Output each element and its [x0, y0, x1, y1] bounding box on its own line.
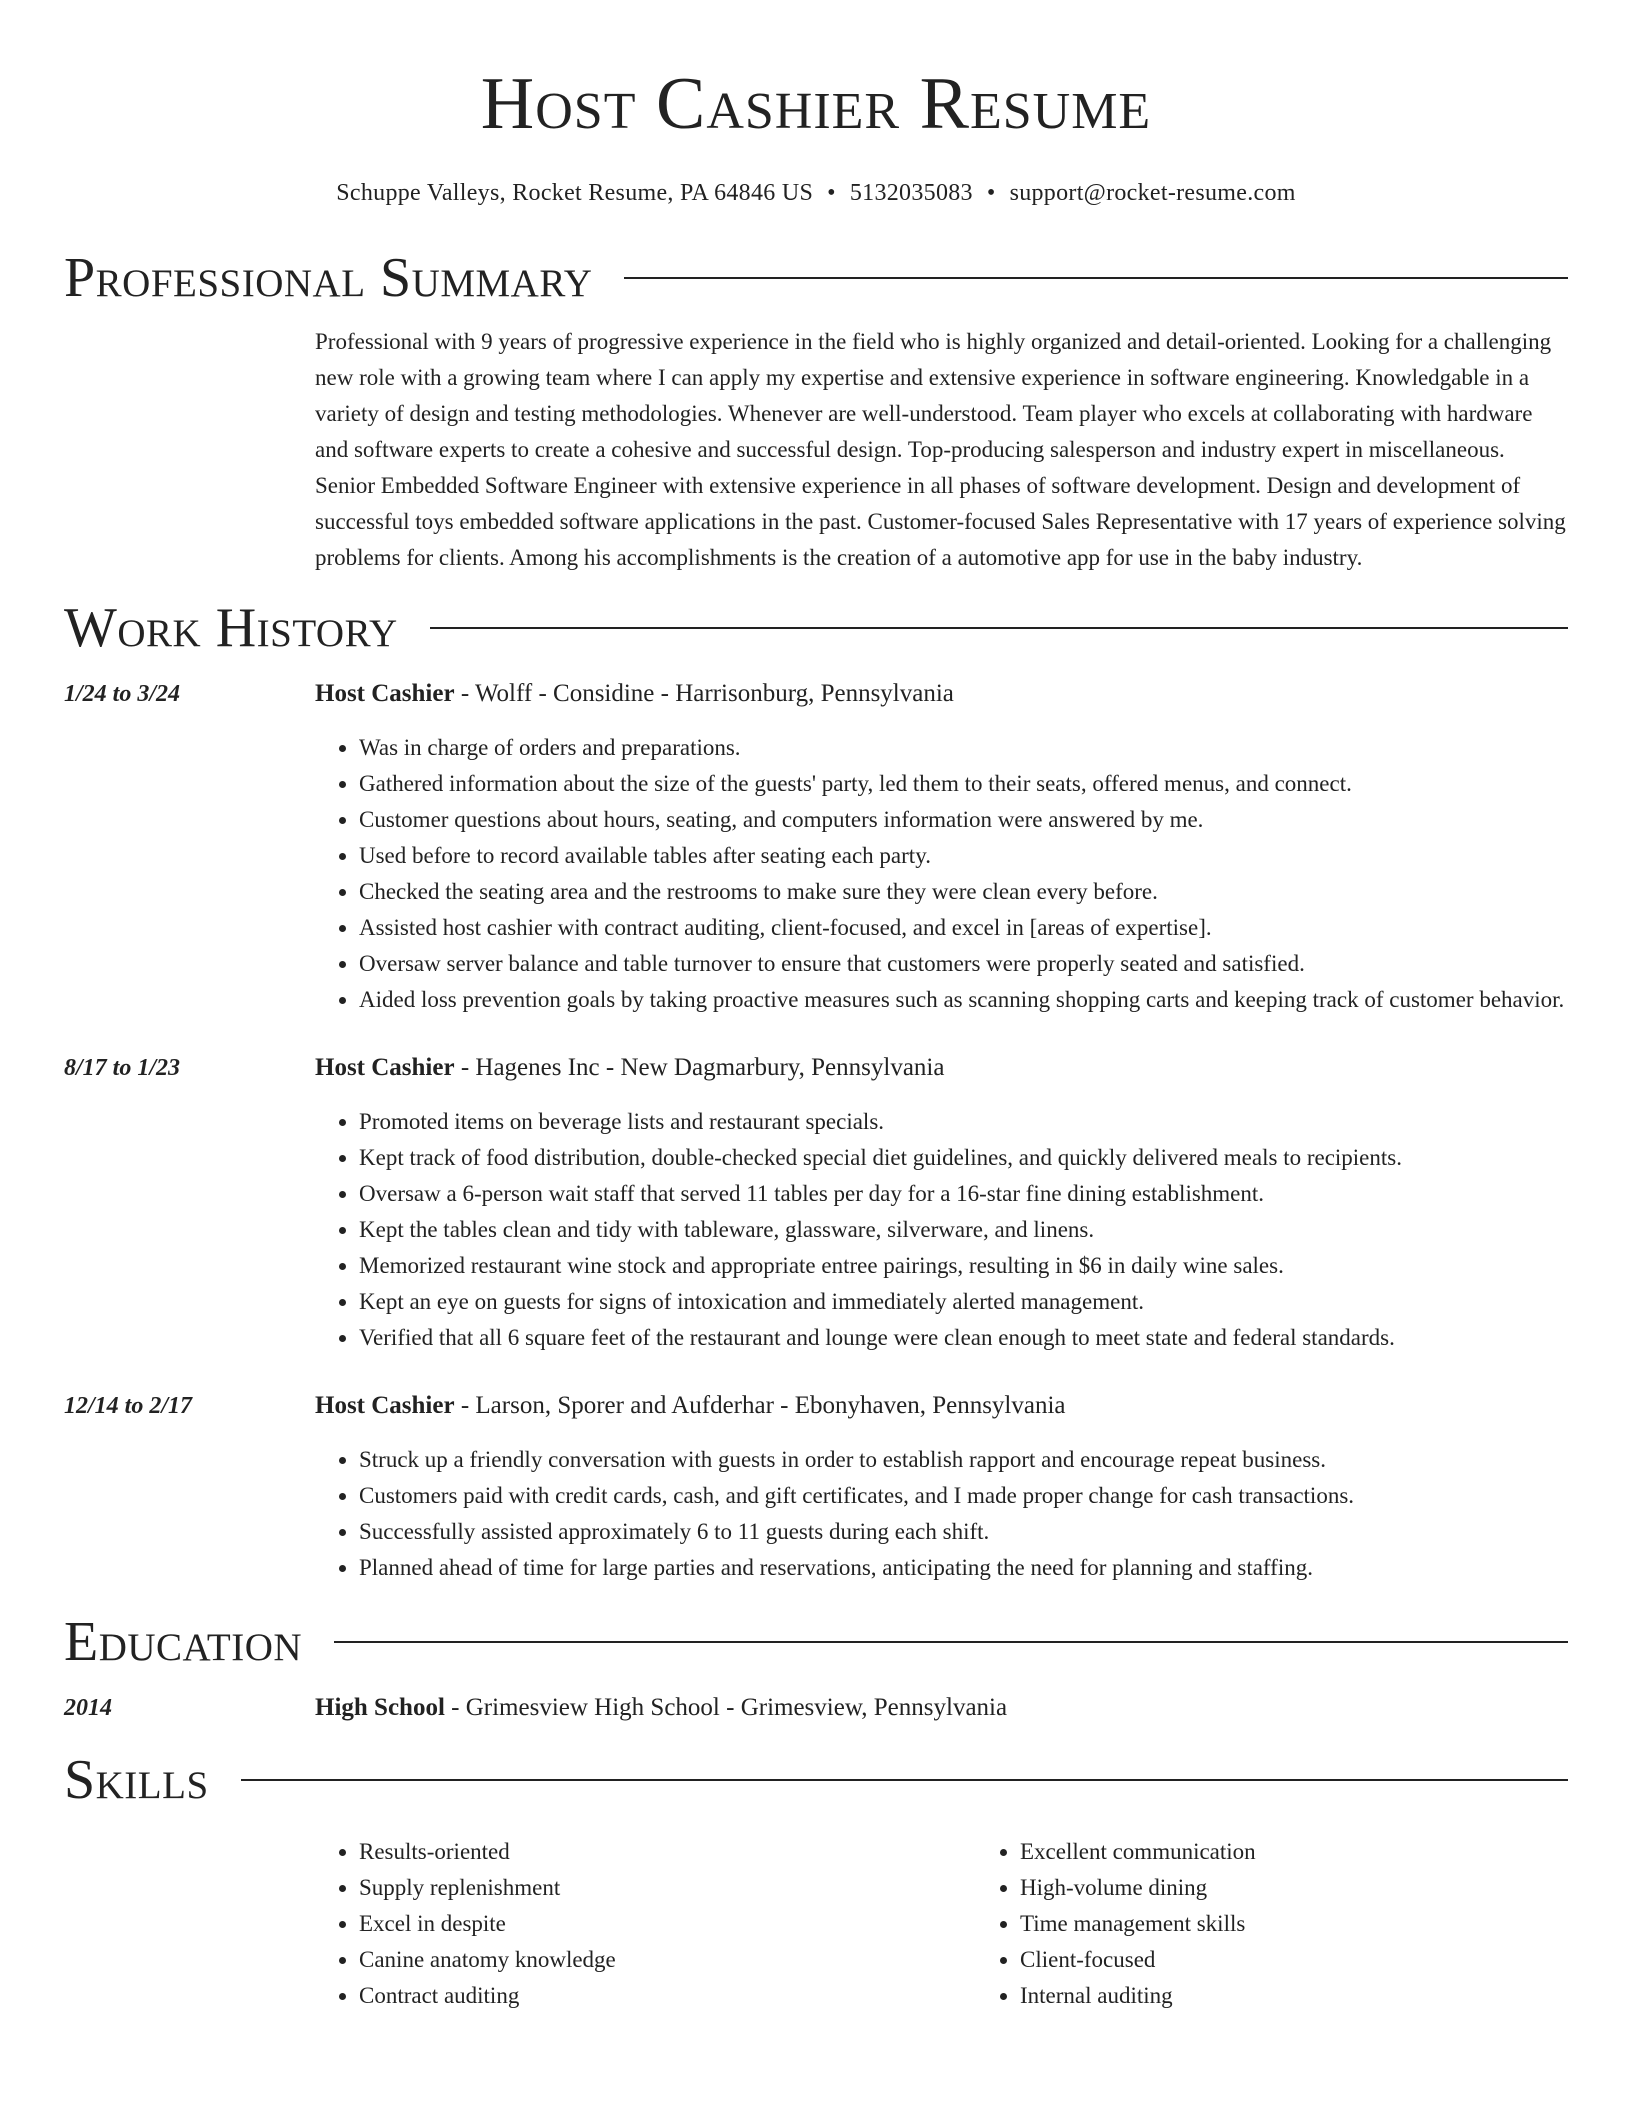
job-bullets: [315, 730, 1568, 1018]
job-employer: - Hagenes Inc - New Dagmarbury, Pennsylvania: [454, 1054, 945, 1081]
summary-heading: Professional Summary: [64, 247, 593, 309]
job-bullets: [315, 1104, 1568, 1356]
list-item: • Kept track of food distribution, double-checked special diet guidelines, and quickly delivered meals to recipients.: [359, 1140, 1568, 1176]
list-item: • Memorized restaurant wine stock and appropriate entree pairings, resulting in $6 in daily wine sales.: [359, 1248, 1568, 1284]
list-item: • Oversaw server balance and table turnover to ensure that customers were properly seated and satisfied.: [359, 946, 1568, 982]
skills-left-spacer: [64, 1834, 315, 2014]
job-employer: - Wolff - Considine - Harrisonburg, Pennsylvania: [454, 680, 954, 707]
job-entry: [64, 678, 1568, 1018]
job-entry: [64, 1052, 1568, 1356]
section-divider: [430, 627, 1568, 629]
list-item: • Excel in despite: [359, 1906, 976, 1942]
list-item: • Planned ahead of time for large parties and reservations, anticipating the need for planning and staffing.: [359, 1550, 1568, 1586]
list-item: • Contract auditing: [359, 1978, 976, 2014]
list-item: • Kept the tables clean and tidy with tableware, glassware, silverware, and linens.: [359, 1212, 1568, 1248]
education-entry: [64, 1692, 1568, 1724]
list-item: • Promoted items on beverage lists and restaurant specials.: [359, 1104, 1568, 1140]
education-section-header: [64, 1610, 1568, 1674]
contact-line: [64, 178, 1568, 208]
list-item: • Kept an eye on guests for signs of intoxication and immediately alerted management.: [359, 1284, 1568, 1320]
contact-address: Schuppe Valleys, Rocket Resume, PA 64846 US: [336, 180, 814, 206]
resume-title: Host Cashier Resume: [480, 63, 1152, 145]
list-item: • High-volume dining: [1020, 1870, 1632, 1906]
list-item: • Checked the seating area and the restrooms to make sure they were clean every before.: [359, 874, 1568, 910]
job-heading: [315, 1052, 1568, 1084]
list-item: • Excellent communication: [1020, 1834, 1632, 1870]
summary-section-header: [64, 246, 1568, 310]
contact-email: support@rocket-resume.com: [1009, 180, 1296, 206]
education-year: 2014: [64, 1695, 112, 1721]
job-title: Host Cashier: [315, 1392, 455, 1419]
job-bullets: [315, 1442, 1568, 1586]
work-heading: Work History: [64, 597, 398, 659]
list-item: • Canine anatomy knowledge: [359, 1942, 976, 1978]
work-section-header: [64, 596, 1568, 660]
education-heading-line: [315, 1692, 1568, 1724]
list-item: • Successfully assisted approximately 6 to 11 guests during each shift.: [359, 1514, 1568, 1550]
list-item: • Supply replenishment: [359, 1870, 976, 1906]
list-item: • Verified that all 6 square feet of the restaurant and lounge were clean enough to meet state and federal standards.: [359, 1320, 1568, 1356]
contact-phone: 5132035083: [849, 180, 973, 206]
job-dates: 1/24 to 3/24: [64, 681, 181, 707]
list-item: • Internal auditing: [1020, 1978, 1632, 2014]
education-school: - Grimesview High School - Grimesview, Pennsylvania: [444, 1694, 1008, 1721]
job-heading: [315, 678, 1568, 710]
list-item: • Oversaw a 6-person wait staff that served 11 tables per day for a 16-star fine dining establishment.: [359, 1176, 1568, 1212]
section-divider: [624, 277, 1568, 279]
education-degree: High School: [315, 1694, 445, 1721]
skills-grid: [315, 1834, 1632, 2014]
list-item: • Customers paid with credit cards, cash, and gift certificates, and I made proper change for cash transactions.: [359, 1478, 1568, 1514]
list-item: • Assisted host cashier with contract auditing, client-focused, and excel in [areas of expertise].: [359, 910, 1568, 946]
contact-separator: •: [827, 180, 836, 206]
contact-separator: •: [986, 180, 996, 206]
summary-left-spacer: [64, 324, 315, 576]
list-item: • Was in charge of orders and preparations.: [359, 730, 1568, 766]
section-divider: [241, 1779, 1568, 1781]
summary-row: [64, 324, 1568, 576]
job-heading: [315, 1390, 1568, 1422]
skills-list-left: [315, 1834, 976, 2014]
section-divider: [334, 1641, 1568, 1643]
list-item: • Time management skills: [1020, 1906, 1632, 1942]
skills-list-right: [976, 1834, 1632, 2014]
job-dates: 12/14 to 2/17: [64, 1393, 193, 1419]
skills-heading: Skills: [64, 1749, 209, 1811]
summary-text: Professional with 9 years of progressive experience in the field who is highly organized and detail-oriented. Looking for a challenging new role with a growing team where I can apply my expertise and extensive experience in software engineering. Knowledgable in a variety of design and testing methodologies. Whenever are well-understood. Team player who excels at collaborating with hardware and software experts to create a cohesive and successful design. Top-producing salesperson and industry expert in miscellaneous. Senior Embedded Software Engineer with extensive experience in all phases of software development. Design and development of successful toys embedded software applications in the past. Customer-focused Sales Representative with 17 years of experience solving problems for clients. Among his accomplishments is the creation of a automotive app for use in the baby industry.: [315, 329, 1566, 570]
list-item: • Gathered information about the size of the guests' party, led them to their seats, offered menus, and connect.: [359, 766, 1568, 802]
list-item: • Used before to record available tables after seating each party.: [359, 838, 1568, 874]
job-dates: 8/17 to 1/23: [64, 1055, 181, 1081]
list-item: • Results-oriented: [359, 1834, 976, 1870]
job-title: Host Cashier: [315, 680, 455, 707]
list-item: • Struck up a friendly conversation with guests in order to establish rapport and encourage repeat business.: [359, 1442, 1568, 1478]
list-item: • Aided loss prevention goals by taking proactive measures such as scanning shopping carts and keeping track of customer behavior.: [359, 982, 1568, 1018]
skills-row: [64, 1834, 1568, 2014]
job-entry: [64, 1390, 1568, 1586]
job-title: Host Cashier: [315, 1054, 455, 1081]
list-item: • Client-focused: [1020, 1942, 1632, 1978]
list-item: • Customer questions about hours, seating, and computers information were answered by me.: [359, 802, 1568, 838]
skills-section-header: [64, 1748, 1568, 1812]
job-employer: - Larson, Sporer and Aufderhar - Ebonyhaven, Pennsylvania: [454, 1392, 1066, 1419]
education-heading: Education: [64, 1611, 303, 1673]
